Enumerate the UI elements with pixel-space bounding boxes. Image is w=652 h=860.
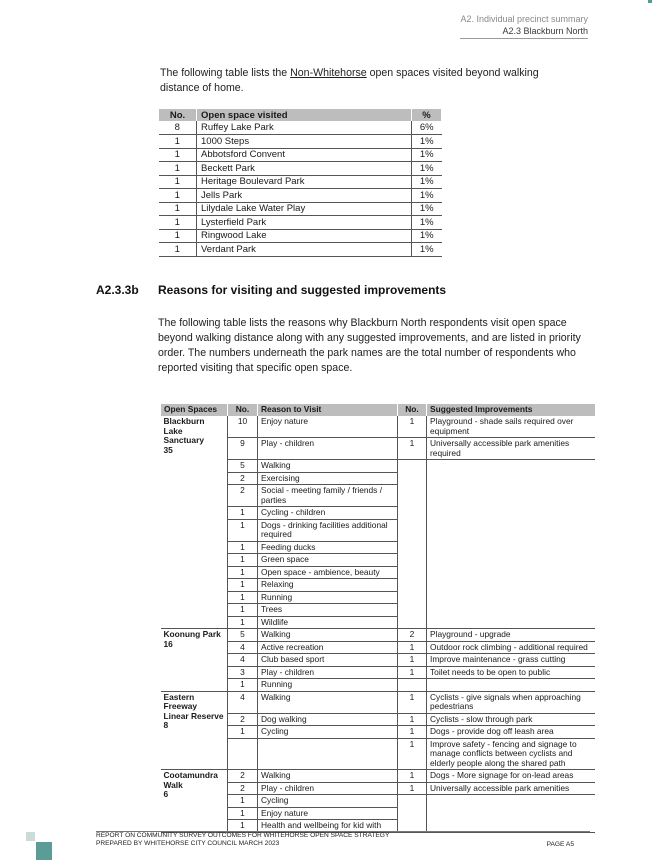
improvement-count — [398, 807, 427, 820]
improvement-count — [398, 679, 427, 692]
row-count: 1 — [159, 135, 197, 149]
reason-count: 2 — [228, 713, 258, 726]
reason-count: 4 — [228, 691, 258, 713]
improvement-text — [427, 485, 595, 507]
improvement-text — [427, 616, 595, 629]
improvement-count — [398, 566, 427, 579]
row-count: 1 — [159, 202, 197, 216]
improvement-text — [427, 579, 595, 592]
improvement-count: 1 — [398, 726, 427, 739]
improvement-text: Universally accessible park amenities — [427, 782, 595, 795]
reason-count: 3 — [228, 666, 258, 679]
table-row — [159, 229, 442, 243]
improvement-text — [427, 807, 595, 820]
reason-text: Club based sport — [258, 654, 398, 667]
improvement-text: Outdoor rock climbing - additional required — [427, 641, 595, 654]
table-row — [159, 162, 442, 176]
reason-text: Running — [258, 591, 398, 604]
table-row — [161, 416, 595, 438]
improvement-count: 1 — [398, 641, 427, 654]
reason-text: Enjoy nature — [258, 416, 398, 438]
intro1-after: open spaces visited beyond walking distance of home. — [160, 67, 539, 94]
row-percent: 1% — [412, 229, 442, 243]
improvement-count: 1 — [398, 438, 427, 460]
improvement-count: 2 — [398, 629, 427, 642]
improvement-text: Playground - shade sails required over equipment — [427, 416, 595, 438]
reason-text: Play - children — [258, 666, 398, 679]
reason-count: 1 — [228, 579, 258, 592]
row-percent: 1% — [412, 202, 442, 216]
reason-count: 2 — [228, 485, 258, 507]
reasons-improvements-table — [160, 404, 595, 833]
reason-text: Dog walking — [258, 713, 398, 726]
reason-count: 2 — [228, 770, 258, 783]
improvement-count — [398, 485, 427, 507]
reason-text: Running — [258, 679, 398, 692]
reason-text: Cycling - children — [258, 507, 398, 520]
reason-text: Cycling — [258, 726, 398, 739]
non-whitehorse-link[interactable]: Non-Whitehorse — [290, 67, 367, 79]
table-row — [161, 770, 595, 783]
reason-count — [228, 738, 258, 770]
reason-count: 1 — [228, 519, 258, 541]
table-header-row — [159, 109, 442, 121]
improvement-count: 1 — [398, 416, 427, 438]
row-count: 1 — [159, 216, 197, 230]
reason-text: Exercising — [258, 472, 398, 485]
reason-text: Wildlife — [258, 616, 398, 629]
reason-count: 1 — [228, 616, 258, 629]
reason-text: Green space — [258, 554, 398, 567]
reason-text: Walking — [258, 460, 398, 473]
row-open-space: Lysterfield Park — [197, 216, 412, 230]
open-spaces-table — [158, 109, 442, 257]
corner-accent — [648, 0, 652, 3]
improvement-text — [427, 566, 595, 579]
improvement-text: Toilet needs to be open to public — [427, 666, 595, 679]
row-percent: 1% — [412, 243, 442, 257]
improvement-count — [398, 519, 427, 541]
intro-paragraph-1 — [160, 66, 580, 96]
table-row — [159, 189, 442, 203]
improvement-text — [427, 460, 595, 473]
reason-count: 1 — [228, 604, 258, 617]
reason-text: Walking — [258, 770, 398, 783]
col-improvement: Suggested Improvements — [427, 404, 595, 416]
site-respondent-count: 16 — [163, 638, 173, 649]
improvement-text — [427, 604, 595, 617]
row-open-space: 1000 Steps — [197, 135, 412, 149]
improvement-count: 1 — [398, 738, 427, 770]
table-row — [159, 216, 442, 230]
intro-paragraph-2: The following table lists the reasons why Blackburn North respondents visit open space beyond walking distance along with any suggested improvements, and are listed in priority order. The numbers underneath the park names are the total number of respondents who reported visiting that specific open space. — [158, 317, 581, 374]
reason-text: Play - children — [258, 438, 398, 460]
footer-line-2: PREPARED BY WHITEHORSE CITY COUNCIL MARCH 2023 — [96, 840, 280, 847]
open-space-name — [161, 691, 228, 770]
site-name: Koonung Park — [163, 629, 221, 639]
reason-count: 1 — [228, 795, 258, 808]
table-row — [159, 135, 442, 149]
table-row — [159, 148, 442, 162]
reason-text — [258, 738, 398, 770]
row-count: 1 — [159, 189, 197, 203]
reason-text: Relaxing — [258, 579, 398, 592]
improvement-count — [398, 472, 427, 485]
open-space-name — [161, 770, 228, 833]
row-open-space: Ringwood Lake — [197, 229, 412, 243]
improvement-count: 1 — [398, 654, 427, 667]
decorative-square-dark — [36, 842, 52, 860]
row-count: 1 — [159, 162, 197, 176]
reason-count: 10 — [228, 416, 258, 438]
col-reason: Reason to Visit — [258, 404, 398, 416]
row-percent: 1% — [412, 175, 442, 189]
intro1-before: The following table lists the — [160, 67, 291, 79]
header-subsection: A2.3 Blackburn North — [460, 25, 588, 39]
reason-count: 5 — [228, 460, 258, 473]
improvement-count — [398, 604, 427, 617]
reason-count: 4 — [228, 654, 258, 667]
improvement-text — [427, 507, 595, 520]
site-respondent-count: 8 — [163, 720, 169, 730]
row-percent: 1% — [412, 135, 442, 149]
section-number: A2.3.3b — [96, 283, 139, 297]
reason-count: 1 — [228, 554, 258, 567]
reason-count: 4 — [228, 641, 258, 654]
row-count: 1 — [159, 148, 197, 162]
page-number: PAGE A5 — [546, 841, 574, 848]
row-percent: 1% — [412, 189, 442, 203]
improvement-text — [427, 554, 595, 567]
reason-count: 1 — [228, 566, 258, 579]
table-row — [161, 691, 595, 713]
col-improvement-no: No. — [398, 404, 427, 416]
row-open-space: Heritage Boulevard Park — [197, 175, 412, 189]
row-open-space: Abbotsford Convent — [197, 148, 412, 162]
improvement-count — [398, 616, 427, 629]
reason-count: 1 — [228, 507, 258, 520]
reason-text: Enjoy nature — [258, 807, 398, 820]
improvement-count: 1 — [398, 782, 427, 795]
improvement-text — [427, 591, 595, 604]
improvement-count: 1 — [398, 770, 427, 783]
reason-text: Cycling — [258, 795, 398, 808]
decorative-square-light — [26, 832, 35, 841]
improvement-count — [398, 554, 427, 567]
site-name: Cootamundra Walk — [163, 770, 218, 790]
row-percent: 6% — [412, 121, 442, 135]
col-no: No. — [159, 109, 197, 121]
row-count: 8 — [159, 121, 197, 135]
row-count: 1 — [159, 243, 197, 257]
improvement-count — [398, 460, 427, 473]
reason-count: 1 — [228, 541, 258, 554]
improvement-text: Dogs - provide dog off leash area — [427, 726, 595, 739]
reason-count: 9 — [228, 438, 258, 460]
improvement-count — [398, 795, 427, 808]
reason-text: Dogs - drinking facilities additional required — [258, 519, 398, 541]
reason-text: Trees — [258, 604, 398, 617]
improvement-text — [427, 519, 595, 541]
reason-count: 5 — [228, 629, 258, 642]
improvement-text — [427, 472, 595, 485]
reason-text: Walking — [258, 691, 398, 713]
improvement-count — [398, 579, 427, 592]
reason-count: 1 — [228, 820, 258, 833]
reason-text: Feeding ducks — [258, 541, 398, 554]
reason-count: 2 — [228, 472, 258, 485]
improvement-text: Improve maintenance - grass cutting — [427, 654, 595, 667]
reason-text: Health and wellbeing for kid with — [258, 820, 398, 833]
row-count: 1 — [159, 175, 197, 189]
improvement-text: Universally accessible park amenities required — [427, 438, 595, 460]
footer-line-1: REPORT ON COMMUNITY SURVEY OUTCOMES FOR WHITEHORSE OPEN SPACE STRATEGY — [96, 832, 390, 839]
table-header-row — [161, 404, 595, 416]
reason-count: 1 — [228, 679, 258, 692]
improvement-text: Dogs - More signage for on-lead areas — [427, 770, 595, 783]
footer — [96, 832, 389, 848]
open-space-name — [161, 629, 228, 692]
reason-text: Play - children — [258, 782, 398, 795]
reason-text: Social - meeting family / friends / parties — [258, 485, 398, 507]
site-name: Eastern Freeway Linear Reserve — [163, 691, 224, 721]
improvement-count: 1 — [398, 691, 427, 713]
row-open-space: Verdant Park — [197, 243, 412, 257]
col-reason-no: No. — [228, 404, 258, 416]
col-open-spaces: Open Spaces — [161, 404, 228, 416]
reason-count: 1 — [228, 807, 258, 820]
col-open-space: Open space visited — [197, 109, 412, 121]
header-section: A2. Individual precinct summary — [460, 14, 588, 24]
improvement-text: Playground - upgrade — [427, 629, 595, 642]
row-open-space: Jells Park — [197, 189, 412, 203]
site-respondent-count: 35 — [163, 444, 173, 455]
improvement-count: 1 — [398, 713, 427, 726]
row-count: 1 — [159, 229, 197, 243]
table-row — [159, 202, 442, 216]
improvement-text: Improve safety - fencing and signage to manage conflicts between cyclists and elderly people along the shared path — [427, 738, 595, 770]
reason-text: Active recreation — [258, 641, 398, 654]
site-name: Blackburn Lake Sanctuary — [163, 416, 205, 445]
row-percent: 1% — [412, 162, 442, 176]
row-open-space: Lilydale Lake Water Play — [197, 202, 412, 216]
reason-count: 2 — [228, 782, 258, 795]
improvement-text: Cyclists - slow through park — [427, 713, 595, 726]
improvement-text: Cyclists - give signals when approaching pedestrians — [427, 691, 595, 713]
improvement-text — [427, 541, 595, 554]
open-space-name — [161, 416, 228, 629]
reason-text: Open space - ambience, beauty — [258, 566, 398, 579]
running-header — [460, 13, 588, 39]
reason-text: Walking — [258, 629, 398, 642]
site-respondent-count: 6 — [163, 789, 169, 799]
improvement-count: 1 — [398, 666, 427, 679]
reason-count: 1 — [228, 591, 258, 604]
table-row — [159, 175, 442, 189]
row-percent: 1% — [412, 216, 442, 230]
reason-count: 1 — [228, 726, 258, 739]
improvement-text — [427, 679, 595, 692]
improvement-count — [398, 591, 427, 604]
row-open-space: Beckett Park — [197, 162, 412, 176]
section-title: Reasons for visiting and suggested improvements — [158, 283, 447, 297]
row-open-space: Ruffey Lake Park — [197, 121, 412, 135]
improvement-count — [398, 541, 427, 554]
improvement-count — [398, 507, 427, 520]
row-percent: 1% — [412, 148, 442, 162]
improvement-text — [427, 795, 595, 808]
table-row — [159, 121, 442, 135]
table-row — [159, 243, 442, 257]
table-row — [161, 629, 595, 642]
col-percent: % — [412, 109, 442, 121]
